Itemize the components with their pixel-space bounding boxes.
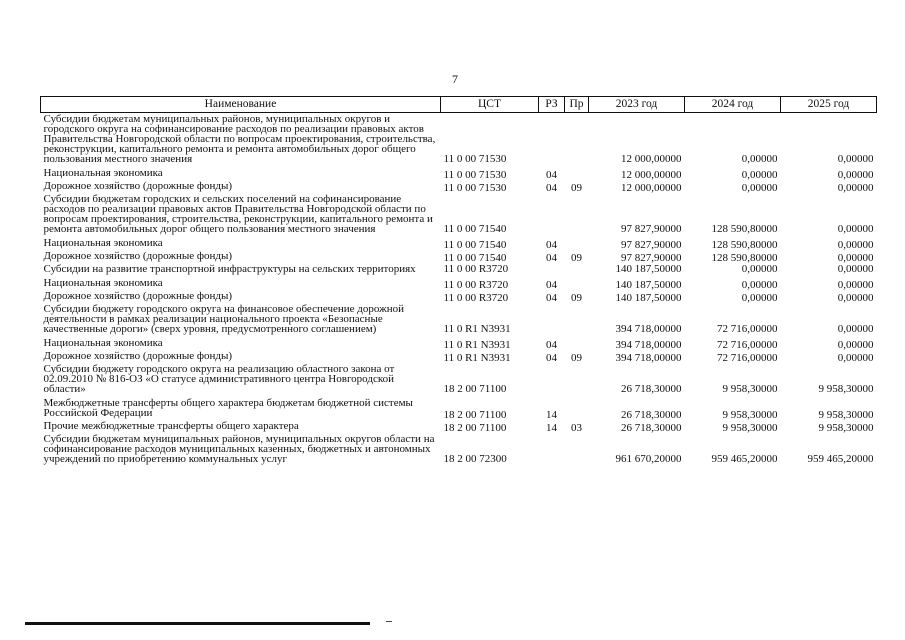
table-header-row — [41, 97, 877, 113]
table-row — [41, 363, 877, 397]
cell-rz — [539, 263, 565, 277]
bottom-dash — [386, 621, 392, 622]
table-row — [41, 263, 877, 277]
cell-2025: 0,00000 — [837, 279, 874, 291]
cell-name: Национальная экономика — [43, 337, 163, 349]
table-row — [41, 237, 877, 250]
bottom-rule — [25, 622, 370, 625]
cell-2025: 9 958,30000 — [818, 409, 874, 421]
table-row — [41, 290, 877, 303]
cell-cst: 11 0 00 71530 — [443, 169, 507, 181]
cell-2024: 0,00000 — [741, 263, 778, 275]
cell-2025: 0,00000 — [837, 292, 874, 304]
cell-cst: 11 0 00 R3720 — [443, 279, 509, 291]
cell-rz — [539, 363, 565, 397]
cell-pr — [565, 277, 589, 290]
cell-name: Субсидии на развитие транспортной инфраструктуры на сельских территориях — [43, 263, 416, 275]
cell-rz — [539, 113, 565, 168]
header-cst: ЦСТ — [441, 97, 539, 113]
cell-pr: 09 — [571, 352, 582, 364]
cell-2023: 12 000,00000 — [621, 182, 682, 194]
cell-2023: 961 670,20000 — [615, 453, 682, 465]
cell-name: Национальная экономика — [43, 167, 163, 179]
table-body — [41, 113, 877, 468]
table-row — [41, 303, 877, 337]
cell-pr — [565, 167, 589, 180]
cell-cst: 11 0 R1 N3931 — [443, 323, 511, 335]
cell-2025: 0,00000 — [837, 153, 874, 165]
cell-rz: 04 — [546, 339, 557, 351]
cell-cst: 11 0 00 71530 — [443, 153, 507, 165]
page-number: 7 — [452, 72, 458, 86]
cell-2024: 9 958,30000 — [722, 409, 778, 421]
cell-name: Национальная экономика — [43, 277, 163, 289]
cell-pr — [565, 303, 589, 337]
cell-cst: 11 0 R1 N3931 — [443, 339, 511, 351]
table-row — [41, 397, 877, 420]
cell-rz: 04 — [546, 352, 557, 364]
table-row — [41, 167, 877, 180]
cell-2025: 0,00000 — [837, 263, 874, 275]
cell-2023: 394 718,00000 — [615, 339, 682, 351]
cell-cst: 18 2 00 71100 — [443, 383, 507, 395]
cell-2023: 140 187,50000 — [615, 292, 682, 304]
cell-name: Дорожное хозяйство (дорожные фонды) — [43, 350, 233, 362]
cell-2024: 128 590,80000 — [711, 223, 778, 235]
table-row — [41, 433, 877, 467]
table-row — [41, 277, 877, 290]
header-2023: 2023 год — [589, 97, 685, 113]
cell-name: Дорожное хозяйство (дорожные фонды) — [43, 180, 233, 192]
cell-2023: 97 827,90000 — [621, 252, 682, 264]
cell-name: Субсидии бюджету городского округа на финансовое обеспечение дорожной деятельности в рамках реализации национального проекта «Безопасные качественные дороги» (сверх уровня, предусмотренного соглашением) — [43, 303, 404, 335]
cell-pr — [565, 363, 589, 397]
cell-rz: 14 — [546, 409, 557, 421]
cell-2024: 9 958,30000 — [722, 422, 778, 434]
cell-cst: 11 0 00 71540 — [443, 252, 507, 264]
cell-2024: 128 590,80000 — [711, 252, 778, 264]
cell-2023: 26 718,30000 — [621, 409, 682, 421]
cell-2023: 26 718,30000 — [621, 422, 682, 434]
cell-2024: 0,00000 — [741, 279, 778, 291]
cell-rz — [539, 433, 565, 467]
cell-rz: 04 — [546, 169, 557, 181]
budget-table — [40, 96, 877, 467]
cell-pr — [565, 193, 589, 237]
header-rz: РЗ — [539, 97, 565, 113]
cell-pr — [565, 397, 589, 420]
cell-2023: 394 718,00000 — [615, 352, 682, 364]
cell-2025: 0,00000 — [837, 352, 874, 364]
cell-2023: 26 718,30000 — [621, 383, 682, 395]
cell-name: Дорожное хозяйство (дорожные фонды) — [43, 290, 233, 302]
table-row — [41, 420, 877, 433]
cell-rz: 04 — [546, 252, 557, 264]
cell-name: Субсидии бюджету городского округа на реализацию областного закона от 02.09.2010 № 816-ОЗ «О статусе административного центра Новгородской области» — [43, 363, 395, 395]
header-2024: 2024 год — [685, 97, 781, 113]
cell-cst: 18 2 00 71100 — [443, 409, 507, 421]
cell-2024: 0,00000 — [741, 153, 778, 165]
cell-pr — [565, 237, 589, 250]
table-row — [41, 350, 877, 363]
cell-name: Дорожное хозяйство (дорожные фонды) — [43, 250, 233, 262]
cell-2024: 959 465,20000 — [711, 453, 778, 465]
cell-2023: 12 000,00000 — [621, 169, 682, 181]
cell-pr: 09 — [571, 252, 582, 264]
table-row — [41, 250, 877, 263]
cell-pr: 09 — [571, 182, 582, 194]
cell-cst: 11 0 00 R3720 — [443, 292, 509, 304]
cell-rz — [539, 193, 565, 237]
cell-2025: 9 958,30000 — [818, 383, 874, 395]
cell-pr: 03 — [571, 422, 582, 434]
cell-name: Межбюджетные трансферты общего характера бюджетам бюджетной системы Российской Федерации — [43, 397, 413, 419]
cell-2023: 97 827,90000 — [621, 223, 682, 235]
cell-2023: 394 718,00000 — [615, 323, 682, 335]
cell-pr — [565, 433, 589, 467]
cell-2024: 0,00000 — [741, 182, 778, 194]
cell-2024: 0,00000 — [741, 169, 778, 181]
cell-2025: 0,00000 — [837, 169, 874, 181]
cell-2023: 140 187,50000 — [615, 263, 682, 275]
cell-name: Субсидии бюджетам городских и сельских поселений на софинансирование расходов по реализации правовых актов Правительства Новгородской области по вопросам проектирования, строительства, реконструкции, капитального ремонта и ремонта автомобильных дорог общего пользования местного значения — [43, 193, 433, 235]
cell-2025: 9 958,30000 — [818, 422, 874, 434]
table-row — [41, 337, 877, 350]
cell-rz: 04 — [546, 279, 557, 291]
cell-name: Национальная экономика — [43, 237, 163, 249]
cell-2023: 140 187,50000 — [615, 279, 682, 291]
cell-cst: 11 0 R1 N3931 — [443, 352, 511, 364]
cell-2023: 12 000,00000 — [621, 153, 682, 165]
cell-cst: 11 0 00 71530 — [443, 182, 507, 194]
cell-2025: 0,00000 — [837, 323, 874, 335]
cell-rz: 04 — [546, 239, 557, 251]
table-row — [41, 193, 877, 237]
cell-2025: 0,00000 — [837, 223, 874, 235]
cell-2023: 97 827,90000 — [621, 239, 682, 251]
cell-rz: 04 — [546, 292, 557, 304]
table-row — [41, 180, 877, 193]
cell-pr — [565, 337, 589, 350]
cell-pr — [565, 113, 589, 168]
cell-name: Субсидии бюджетам муниципальных районов, муниципальных округов области на софинансирование расходов муниципальных казенных, бюджетных и автономных учреждений по приобретению коммунальных услуг — [43, 433, 435, 465]
cell-rz: 14 — [546, 422, 557, 434]
cell-2025: 0,00000 — [837, 339, 874, 351]
cell-2025: 0,00000 — [837, 239, 874, 251]
cell-2025: 0,00000 — [837, 252, 874, 264]
header-2025: 2025 год — [781, 97, 877, 113]
cell-cst: 11 0 00 71540 — [443, 223, 507, 235]
cell-rz: 04 — [546, 182, 557, 194]
cell-name: Прочие межбюджетные трансферты общего характера — [43, 420, 299, 432]
cell-cst: 11 0 00 R3720 — [443, 263, 509, 275]
cell-2024: 72 716,00000 — [717, 352, 778, 364]
cell-cst: 18 2 00 72300 — [443, 453, 507, 465]
cell-cst: 11 0 00 71540 — [443, 239, 507, 251]
cell-2025: 0,00000 — [837, 182, 874, 194]
cell-pr — [565, 263, 589, 277]
cell-pr: 09 — [571, 292, 582, 304]
cell-cst: 18 2 00 71100 — [443, 422, 507, 434]
header-name: Наименование — [41, 97, 441, 113]
table-row — [41, 113, 877, 168]
cell-2024: 72 716,00000 — [717, 323, 778, 335]
header-pr: Пр — [565, 97, 589, 113]
cell-rz — [539, 303, 565, 337]
cell-name: Субсидии бюджетам муниципальных районов, муниципальных округов и городского округа на софинансирование расходов по реализации правовых актов Правительства Новгородской области по вопросам проектирования, строительства, реконструкции, капитального ремонта и ремонта автомобильных дорог общего пользования местного значения — [43, 113, 436, 165]
cell-2024: 9 958,30000 — [722, 383, 778, 395]
cell-2024: 128 590,80000 — [711, 239, 778, 251]
cell-2024: 0,00000 — [741, 292, 778, 304]
cell-2025: 959 465,20000 — [807, 453, 874, 465]
cell-2024: 72 716,00000 — [717, 339, 778, 351]
